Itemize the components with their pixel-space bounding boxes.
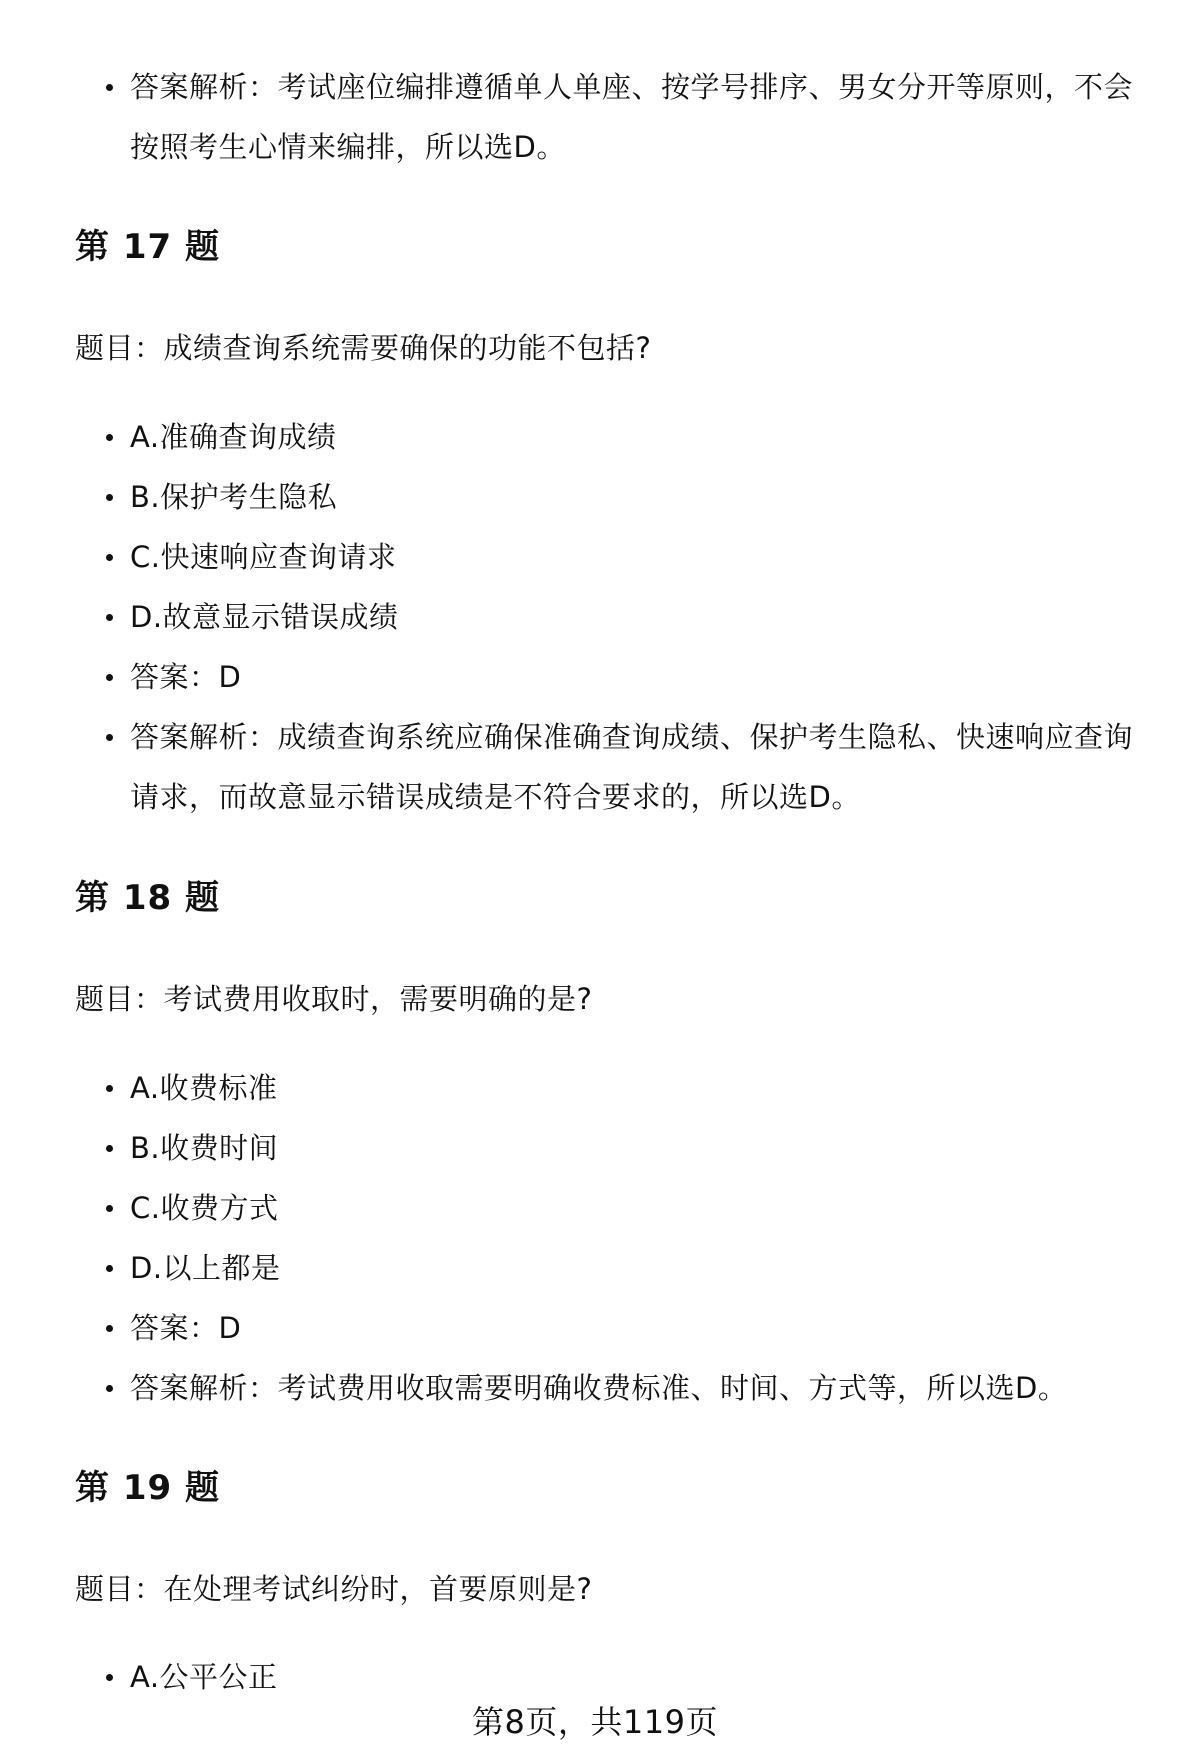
prev-explanation: 答案解析：考试座位编排遵循单人单座、按学号排序、男女分开等原则，不会按照考生心情来编排，所以选D。: [130, 57, 1160, 177]
q17-answer: 答案：D: [130, 647, 1160, 707]
q18-option-a: A.收费标准: [130, 1058, 1160, 1118]
question-18-heading: 第 18 题: [75, 878, 220, 918]
question-19-heading: 第 19 题: [75, 1468, 220, 1508]
question-17-heading: 第 17 题: [75, 227, 220, 267]
question-18-text: 题目：考试费用收取时，需要明确的是?: [75, 982, 593, 1016]
q17-option-c: C.快速响应查询请求: [130, 527, 1160, 587]
q18-option-d: D.以上都是: [130, 1238, 1160, 1298]
q17-option-a: A.准确查询成绩: [130, 407, 1160, 467]
q17-option-d: D.故意显示错误成绩: [130, 587, 1160, 647]
q17-explanation: 答案解析：成绩查询系统应确保准确查询成绩、保护考生隐私、快速响应查询请求，而故意显示错误成绩是不符合要求的，所以选D。: [130, 707, 1160, 827]
page-indicator: 第8页，共119页: [472, 1703, 718, 1741]
question-17-text: 题目：成绩查询系统需要确保的功能不包括?: [75, 331, 652, 365]
q18-explanation: 答案解析：考试费用收取需要明确收费标准、时间、方式等，所以选D。: [130, 1358, 1160, 1418]
q18-option-b: B.收费时间: [130, 1118, 1160, 1178]
q18-option-c: C.收费方式: [130, 1178, 1160, 1238]
q18-answer: 答案：D: [130, 1298, 1160, 1358]
q19-option-a: A.公平公正: [130, 1647, 1160, 1707]
q17-option-b: B.保护考生隐私: [130, 467, 1160, 527]
question-19-text: 题目：在处理考试纠纷时，首要原则是?: [75, 1572, 593, 1606]
